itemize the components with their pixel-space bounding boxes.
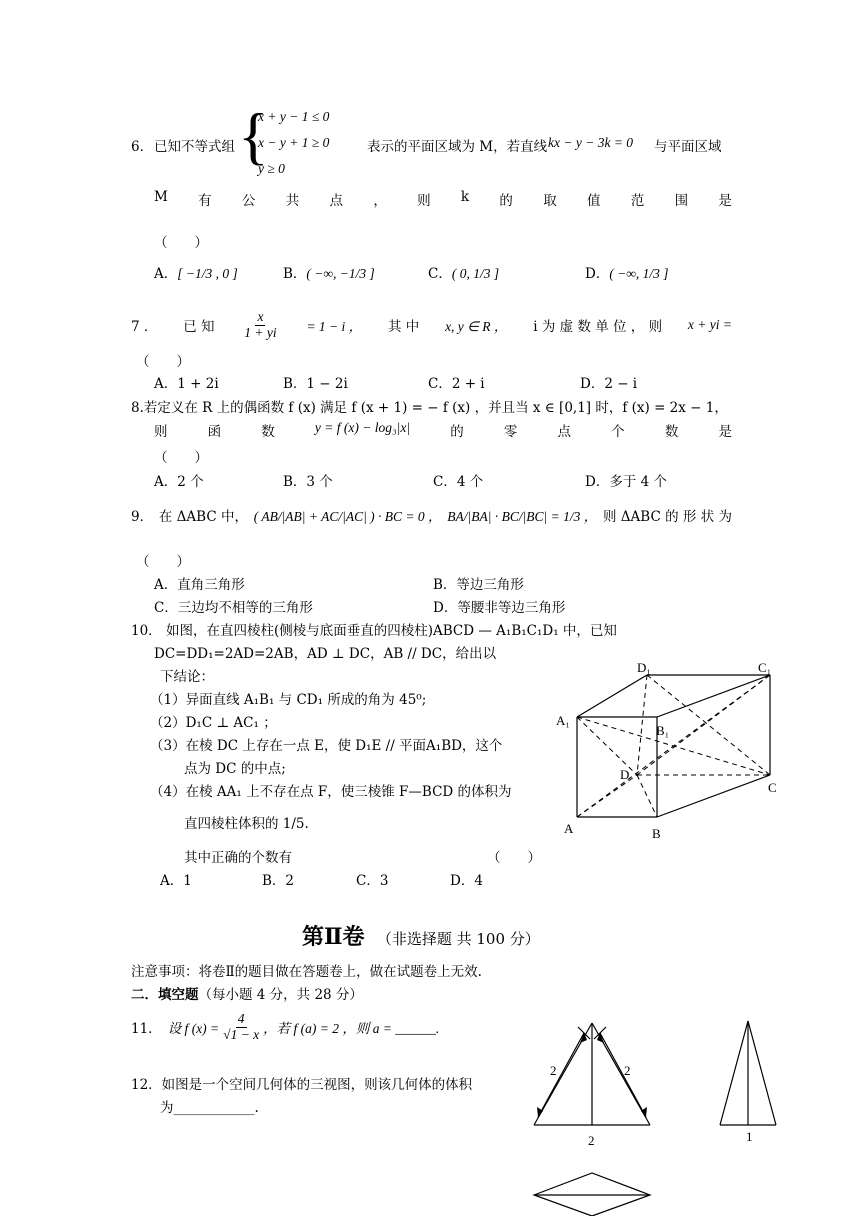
q9-number: 9． xyxy=(131,509,154,525)
q10-line1: 10． 如图，在直四棱柱(侧棱与底面垂直的四棱柱)ABCD — A₁B₁C₁D₁ 中，已知 xyxy=(131,623,617,639)
q6-option-b-label: B． xyxy=(283,266,307,282)
prism-figure xyxy=(550,655,790,850)
q8-line2 xyxy=(154,420,732,440)
q11-fraction-numerator: 4 xyxy=(237,1011,245,1026)
q9-option-d: D．等腰非等边三角形 xyxy=(433,600,566,616)
q7-lead: 已 知 xyxy=(183,319,215,336)
q6-system-line-3: y ≥ 0 xyxy=(258,161,285,176)
q6-line2-token: 范 xyxy=(630,193,645,209)
q7-number: 7 ． xyxy=(131,319,158,336)
q6-line2-token: 共 xyxy=(285,193,300,209)
q8-line2-token: 是 xyxy=(718,424,732,440)
q10-item-1: （1）异面直线 A₁B₁ 与 CD₁ 所成的角为 45⁰; xyxy=(150,692,427,708)
q6-line2-token: 则 xyxy=(417,193,431,209)
q8-option-d: D．多于 4 个 xyxy=(585,474,667,490)
q6-brace: { xyxy=(238,100,269,171)
q9-text2: 则 ΔABC 的 形 状 为 xyxy=(603,509,732,525)
vertex-label-c1: C₁ xyxy=(758,660,772,675)
q6-line2-token: 值 xyxy=(586,193,601,209)
fill-in-heading-title: 二．填空题 xyxy=(131,987,199,1003)
q6-mid-text: 表示的平面区域为 M，若直线 xyxy=(367,139,548,155)
q6-tail: 与平面区域 xyxy=(654,139,722,155)
q8-option-c: C．4 个 xyxy=(433,474,484,490)
q10-item-4-cont: 直四棱柱体积的 1/5. xyxy=(184,816,309,832)
q6-line2-token: 的 xyxy=(499,193,513,209)
q8-option-b: B．3 个 xyxy=(283,474,333,490)
fill-in-heading xyxy=(131,983,363,1003)
q6-option-c-text: ( 0, 1/3 ] xyxy=(451,266,500,281)
three-view-figure xyxy=(520,1015,800,1216)
q8-option-a: A．2 个 xyxy=(154,474,204,490)
q6-number: 6． xyxy=(131,139,154,155)
q12-line2: 为____________. xyxy=(160,1100,259,1116)
q8-line2-token: 数 xyxy=(261,424,275,440)
q6-option-d-label: D． xyxy=(585,266,610,282)
vertex-label-a1: A₁ xyxy=(556,713,570,728)
q7-i-text: i 为 虚 数 单 位 ， 则 xyxy=(533,319,663,336)
q10-answer-paren: （ ） xyxy=(487,850,541,866)
q11-text: 设 f (x) = xyxy=(167,1021,220,1037)
q6-line2-token: 是 xyxy=(718,193,732,209)
q6-line2-token: k xyxy=(460,189,470,205)
q11-line xyxy=(131,1012,439,1043)
q6-line2-token: 围 xyxy=(674,193,689,209)
q6-option-a xyxy=(154,262,238,282)
vertex-label-b1: B₁ xyxy=(656,723,670,738)
q8-line2-token: 则 xyxy=(154,424,168,440)
q10-closing: 其中正确的个数有 xyxy=(184,850,292,866)
q7-fraction xyxy=(242,310,278,341)
q9-line1 xyxy=(131,505,732,525)
q6-option-c xyxy=(428,262,499,282)
q7-option-c: C．2 + i xyxy=(428,376,485,392)
q7-fraction-denominator: 1 + yi xyxy=(244,324,277,340)
q7-answer-paren: （ ） xyxy=(136,354,190,370)
q8-line2-token: 个 xyxy=(611,424,625,440)
q6-line2-token: 取 xyxy=(543,193,557,209)
q6-system-line-2: x − y + 1 ≥ 0 xyxy=(258,135,330,150)
q12-line1: 12．如图是一个空间几何体的三视图，则该几何体的体积 xyxy=(131,1077,473,1093)
q8-line2-token: 函 xyxy=(207,424,222,440)
q10-line2: DC=DD₁=2AD=2AB，AD ⊥ DC，AB // DC，给出以 xyxy=(154,646,497,662)
q10-item-4: （4）在棱 AA₁ 上不存在点 F，使三棱锥 F—BCD 的体积为 xyxy=(150,784,512,800)
q6-option-b-text: ( −∞, −1/3 ] xyxy=(306,266,375,281)
q8-line1: 8.若定义在 R 上的偶函数 f (x) 满足 f (x + 1) = − f (x) ，并且当 x ∈ [0,1] 时，f (x) = 2x − 1， xyxy=(131,400,728,416)
q10-option-a: A．1 xyxy=(160,873,192,889)
dimension-label-left: 2 xyxy=(550,1063,557,1078)
q6-option-a-label: A． xyxy=(154,266,178,282)
q8-line2-token: 点 xyxy=(557,424,572,440)
q10-option-c: C．3 xyxy=(356,873,389,889)
q6-option-d-text: ( −∞, 1/3 ] xyxy=(609,266,669,281)
q6-line2-token: 点 xyxy=(329,193,344,209)
q10-item-3: （3）在棱 DC 上存在一点 E，使 D₁E // 平面A₁BD，这个 xyxy=(150,738,503,754)
q10-option-d: D．4 xyxy=(450,873,483,889)
dimension-label-bottom: 2 xyxy=(588,1133,595,1148)
q8-line2-token: 零 xyxy=(503,424,518,440)
q6-line2-token: 公 xyxy=(241,193,256,209)
q9-text1: 在 ΔABC 中， xyxy=(158,509,248,525)
vertex-label-a: A xyxy=(564,821,574,836)
q9-answer-paren: （ ） xyxy=(136,554,190,570)
vertex-label-d1: D₁ xyxy=(637,660,651,675)
section2-heading xyxy=(302,920,540,951)
q7-option-d: D．2 − i xyxy=(580,376,638,392)
vertex-label-c: C xyxy=(768,780,777,795)
vertex-label-d: D xyxy=(620,767,630,782)
q6-line2-token: 有 xyxy=(198,193,212,209)
q10-line3: 下结论： xyxy=(160,669,214,685)
q7-option-a: A．1 + 2i xyxy=(154,376,219,392)
q7-equation: = 1 − i ， xyxy=(306,319,363,335)
q7-fraction-numerator: x xyxy=(257,309,264,324)
q10-item-3-cont: 点为 DC 的中点; xyxy=(184,761,286,777)
q8-line2-token: 的 xyxy=(450,424,464,440)
q6-lead: 已知不等式组 xyxy=(154,139,235,155)
q6-line2-token: ， xyxy=(373,193,387,209)
fill-in-heading-sub: （每小题 4 分，共 28 分） xyxy=(198,987,363,1003)
q9-option-b: B．等边三角形 xyxy=(433,577,524,593)
q8-answer-paren: （ ） xyxy=(154,450,208,466)
section2-title: 第Ⅱ卷 xyxy=(302,924,365,950)
q6-line2-token: M xyxy=(154,189,168,205)
q8-line2-function: y = f (x) − log₃|x| xyxy=(314,420,411,435)
dimension-label-side: 1 xyxy=(746,1129,753,1144)
q6-line-equation: kx − y − 3k = 0 xyxy=(548,135,634,150)
q9-option-a: A．直角三角形 xyxy=(154,577,245,593)
q6-line2 xyxy=(154,189,732,209)
q9-expression-1: ( AB/|AB| + AC/|AC| ) · BC = 0 ， xyxy=(253,509,442,524)
q6-option-d xyxy=(585,262,669,282)
section2-note: 注意事项：将卷Ⅱ的题目做在答题卷上，做在试题卷上无效. xyxy=(131,964,482,980)
q7-line1 xyxy=(131,310,732,341)
section2-subtitle: （非选择题 共 100 分） xyxy=(376,930,540,948)
q6-system-line-1: x + y − 1 ≤ 0 xyxy=(258,109,330,124)
q7-vars: x, y ∈ R ， xyxy=(445,319,508,335)
q11-fraction-denominator: √1 − x xyxy=(223,1026,260,1042)
q8-line2-token: 数 xyxy=(664,424,679,440)
q11-tail: ，若 f (a) = 2 ，则 a = ______. xyxy=(263,1021,440,1037)
q7-mid: 其 中 xyxy=(387,319,420,336)
vertex-label-b: B xyxy=(652,826,661,841)
q6-option-a-text: [ −1/3 , 0 ] xyxy=(177,266,238,281)
q6-option-c-label: C． xyxy=(428,266,452,282)
q7-option-b: B．1 − 2i xyxy=(283,376,348,392)
q7-expression: x + yi = xyxy=(687,317,732,333)
q9-option-c: C．三边均不相等的三角形 xyxy=(154,600,313,616)
q10-option-b: B．2 xyxy=(262,873,295,889)
q6-option-b xyxy=(283,262,375,282)
q11-fraction xyxy=(221,1012,261,1043)
q6-answer-paren: （ ） xyxy=(154,235,208,251)
q9-expression-2: BA/|BA| · BC/|BC| = 1/3 ， xyxy=(447,509,598,524)
q10-item-2: （2）D₁C ⊥ AC₁ ； xyxy=(150,715,277,731)
q11-number: 11． xyxy=(131,1021,162,1038)
dimension-label-right: 2 xyxy=(624,1063,631,1078)
